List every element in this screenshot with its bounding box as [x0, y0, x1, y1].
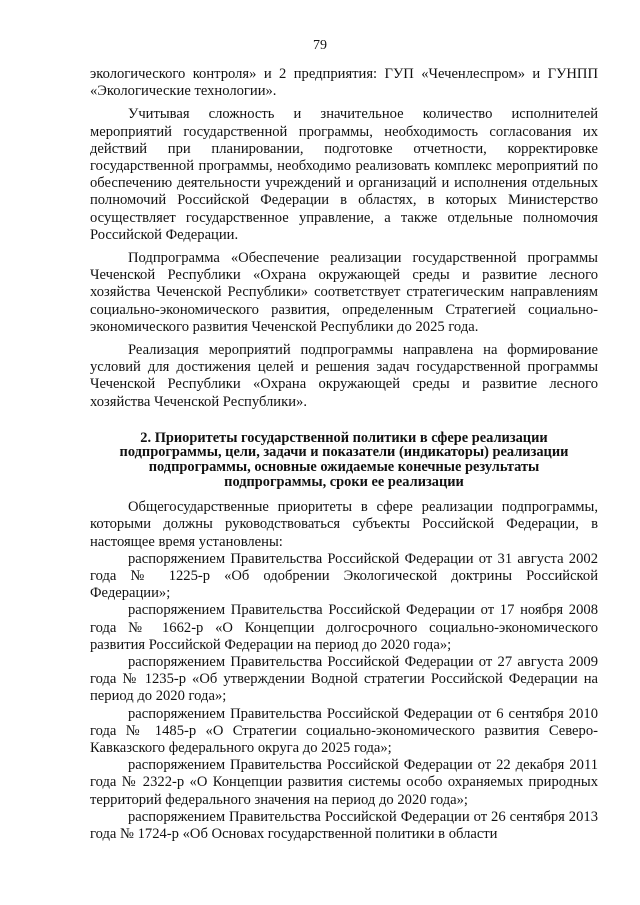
section-heading-line: 2. Приоритеты государственной политики в сфере реализации	[140, 429, 548, 446]
list-item-decree: распоряжением Правительства Российской Федерации от 31 августа 2002 года № 1225-р «Об одобрении Экологической доктрины Российской Федерации»;	[90, 550, 598, 602]
section-heading	[90, 431, 598, 489]
page-number: 79	[313, 38, 327, 53]
paragraph-continuation: экологического контроля» и 2 предприятия: ГУП «Чеченлеспром» и ГУНПП «Экологические технологии».	[90, 66, 598, 100]
paragraph-program-complexity: Учитывая сложность и значительное количество исполнителей мероприятий государственной программы, необходимость согласования их действий при планировании, подготовке отчетности, корректировке государственной программы, необходимо реализовать комплекс мероприятий по обеспечению деятельности учреждений и организаций и исполнения отдельных полномочий Российской Федерации в областях, в которых Министерство осуществляет государственное управление, а также отдельные полномочия Российской Федерации.	[90, 106, 598, 243]
list-item-decree: распоряжением Правительства Российской Федерации от 22 декабря 2011 года № 2322-р «О Концепции развития системы особо охраняемых природных территорий федерального значения на период до 2020 года»;	[90, 757, 598, 808]
paragraph-priorities-intro: Общегосударственные приоритеты в сфере реализации подпрограммы, которыми должны руководствоваться субъекты Российской Федерации, в настоящее время установлены:	[90, 499, 598, 550]
list-item-decree: распоряжением Правительства Российской Федерации от 26 сентября 2013 года № 1724-р «Об Основах государственной политики в области	[90, 808, 598, 843]
list-item-decree: распоряжением Правительства Российской Федерации от 6 сентября 2010 года № 1485-р «О Стратегии социально-экономического развития Северо-Кавказского федерального округа до 2025 года»;	[90, 705, 598, 757]
list-item-decree: распоряжением Правительства Российской Федерации от 17 ноября 2008 года № 1662-р «О Концепции долгосрочного социально-экономического развития Российской Федерации на период до 2020 года»;	[90, 602, 598, 653]
section-heading-line: подпрограммы, цели, задачи и показатели (индикаторы) реализации	[119, 444, 569, 461]
section-heading-line: подпрограммы, основные ожидаемые конечные результаты	[148, 459, 540, 476]
paragraph-subprogram-strategy: Подпрограмма «Обеспечение реализации государственной программы Чеченской Республики «Охрана окружающей среды и развитие лесного хозяйства Чеченской Республики» соответствует стратегическим направлениям социально-экономического развития, определенным Стратегией социально-экономического развития Чеченской Республики до 2025 года.	[90, 250, 598, 335]
section-heading-line: подпрограммы, сроки ее реализации	[224, 473, 464, 490]
page-body	[90, 66, 598, 843]
paragraph-subprogram-goal: Реализация мероприятий подпрограммы направлена на формирование условий для достижения целей и решения задач государственной программы Чеченской Республики «Охрана окружающей среды и развитие лесного хозяйства Чеченской Республики».	[90, 342, 598, 410]
list-item-decree: распоряжением Правительства Российской Федерации от 27 августа 2009 года № 1235-р «Об утверждении Водной стратегии Российской Федерации на период до 2020 года»;	[90, 654, 598, 705]
